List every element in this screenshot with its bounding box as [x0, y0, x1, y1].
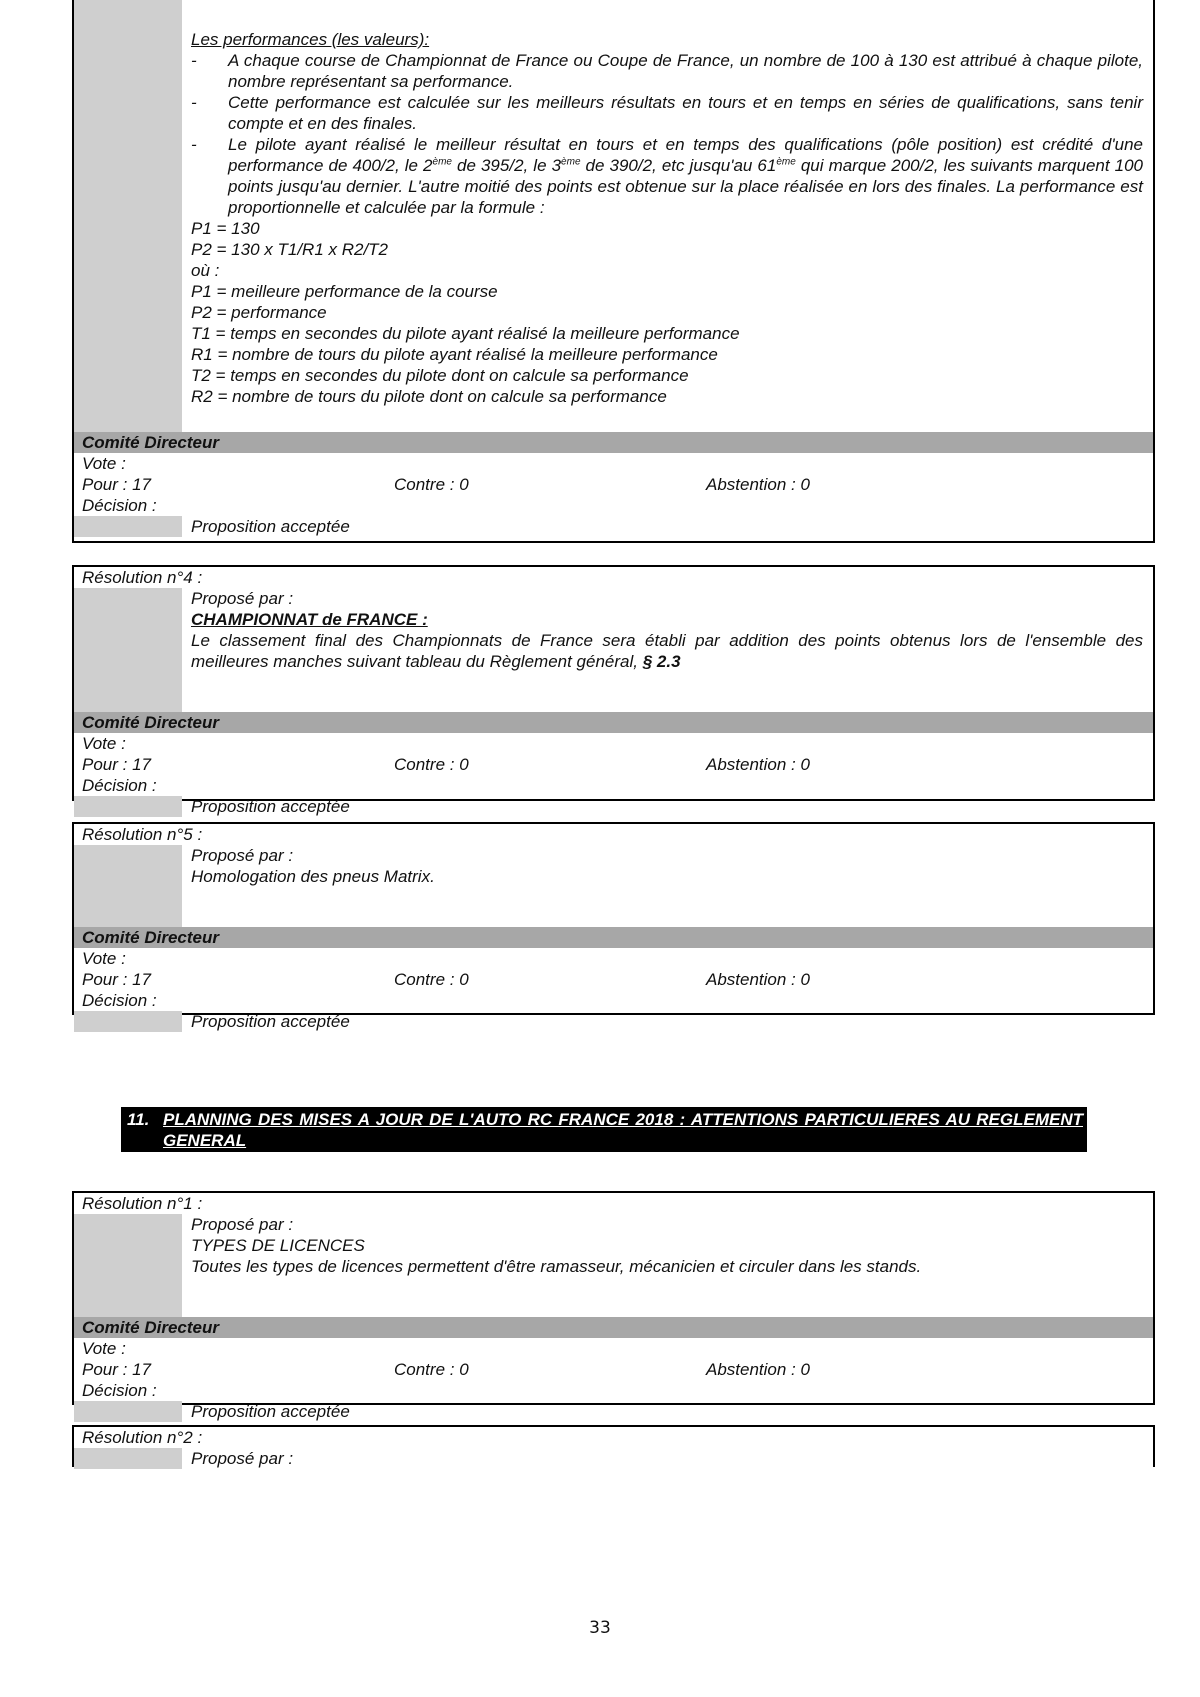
abstention-count: Abstention : 0	[706, 755, 810, 774]
gray-margin-cell	[74, 1011, 182, 1032]
section-title: PLANNING DES MISES A JOUR DE L'AUTO RC FRANCE 2018 : ATTENTIONS PARTICULIERES AU REGLEMENT GENERAL	[163, 1110, 1083, 1150]
decision-row	[74, 516, 1153, 537]
propose-par-label: Proposé par :	[191, 846, 294, 865]
decision-label: Décision :	[82, 1381, 157, 1400]
resolution-number: Résolution n°5 :	[82, 825, 203, 844]
comite-directeur-bar: Comité Directeur	[74, 712, 1153, 733]
pour-count: Pour : 17	[82, 1360, 151, 1379]
pour-count: Pour : 17	[82, 755, 151, 774]
propose-par-label: Proposé par :	[191, 589, 294, 608]
performance-title: Les performances (les valeurs):	[191, 30, 430, 49]
abstention-count: Abstention : 0	[706, 475, 810, 494]
gray-margin-cell	[74, 0, 182, 432]
comite-directeur-bar: Comité Directeur	[74, 432, 1153, 453]
resolution-number: Résolution n°2 :	[82, 1428, 203, 1447]
gray-margin-cell	[74, 588, 182, 712]
proposal-subject: TYPES DE LICENCES	[191, 1236, 365, 1255]
list-item: - Cette performance est calculée sur les meilleurs résultats en tours et en temps en séries de qualifications, sans tenir compte et en des finales.	[191, 93, 1143, 133]
resolution-1-box	[72, 1191, 1155, 1421]
gray-margin-cell	[74, 845, 182, 927]
decision-text: Proposition acceptée	[191, 1402, 350, 1421]
proposal-text: Le classement final des Championnats de France sera établi par addition des points obtenus lors de l'ensemble des meilleures manches suivant tableau du Règlement général, § 2.3	[191, 631, 1143, 671]
formula-line: P1 = meilleure performance de la course	[191, 282, 498, 301]
proposal-row	[74, 0, 1153, 432]
comite-directeur-bar: Comité Directeur	[74, 1317, 1153, 1338]
resolution-number: Résolution n°1 :	[82, 1194, 203, 1213]
resolution-5-box	[72, 822, 1155, 1031]
proposal-row	[74, 588, 1153, 712]
decision-label: Décision :	[82, 496, 157, 515]
resolution-number: Résolution n°4 :	[82, 568, 203, 587]
contre-count: Contre : 0	[394, 970, 469, 989]
section-heading	[121, 1107, 1087, 1152]
gray-margin-cell	[74, 516, 182, 537]
decision-label: Décision :	[82, 991, 157, 1010]
decision-text: Proposition acceptée	[191, 517, 350, 536]
decision-row	[74, 796, 1153, 817]
vote-results	[74, 474, 1153, 495]
formula-line: R2 = nombre de tours du pilote dont on calcule sa performance	[191, 387, 667, 406]
formula-line: T1 = temps en secondes du pilote ayant réalisé la meilleure performance	[191, 324, 740, 343]
proposal-content	[182, 0, 1153, 432]
proposal-content	[182, 845, 1153, 927]
formula-line: où :	[191, 261, 220, 280]
decision-row	[74, 1401, 1153, 1422]
propose-par-label: Proposé par :	[191, 1449, 294, 1468]
decision-text: Proposition acceptée	[191, 1012, 350, 1031]
pour-count: Pour : 17	[82, 970, 151, 989]
contre-count: Contre : 0	[394, 475, 469, 494]
pour-count: Pour : 17	[82, 475, 151, 494]
abstention-count: Abstention : 0	[706, 970, 810, 989]
resolution-4-box	[72, 565, 1155, 816]
list-item: - Le pilote ayant réalisé le meilleur résultat en tours et en temps des qualifications (pôle position) est crédité d'une performance de 400/2, le 2ème de 395/2, le 3ème de 390/2, etc jusqu'au 61ème qui marque 200/2, les suivants marquent 100 points jusqu'au dernier. L'autre moitié des points est obtenue sur la place réalisée en lors des finales. La performance est proportionnelle et calculée par la formule :	[191, 135, 1144, 217]
propose-par-label: Proposé par :	[191, 1215, 294, 1234]
resolution-2-box	[72, 1425, 1155, 1467]
performance-resolution-box	[72, 0, 1155, 543]
contre-count: Contre : 0	[394, 1360, 469, 1379]
decision-text: Proposition acceptée	[191, 797, 350, 816]
gray-margin-cell	[74, 796, 182, 817]
vote-results	[74, 754, 1153, 775]
vote-label: Vote :	[82, 454, 126, 473]
vote-results	[74, 969, 1153, 990]
abstention-count: Abstention : 0	[706, 1360, 810, 1379]
vote-results	[74, 1359, 1153, 1380]
proposal-content	[182, 1214, 1153, 1317]
proposal-row	[74, 1448, 1153, 1469]
formula-line: P1 = 130	[191, 219, 260, 238]
proposal-subject: CHAMPIONNAT de FRANCE :	[191, 610, 428, 629]
proposal-text: Homologation des pneus Matrix.	[191, 867, 435, 886]
vote-label: Vote :	[82, 734, 126, 753]
decision-row	[74, 1011, 1153, 1032]
formula-line: P2 = 130 x T1/R1 x R2/T2	[191, 240, 389, 259]
decision-label: Décision :	[82, 776, 157, 795]
section-number: 11.	[127, 1110, 150, 1129]
proposal-text: Toutes les types de licences permettent d'être ramasseur, mécanicien et circuler dans les stands.	[191, 1257, 922, 1276]
gray-margin-cell	[74, 1401, 182, 1422]
vote-label: Vote :	[82, 949, 126, 968]
formula-line: T2 = temps en secondes du pilote dont on calcule sa performance	[191, 366, 689, 385]
list-item: - A chaque course de Championnat de France ou Coupe de France, un nombre de 100 à 130 est attribué à chaque pilote, nombre représentant sa performance.	[191, 51, 1143, 91]
proposal-row	[74, 845, 1153, 927]
contre-count: Contre : 0	[394, 755, 469, 774]
proposal-row	[74, 1214, 1153, 1317]
vote-label: Vote :	[82, 1339, 126, 1358]
proposal-content	[182, 588, 1153, 712]
comite-directeur-bar: Comité Directeur	[74, 927, 1153, 948]
formula-line: R1 = nombre de tours du pilote ayant réalisé la meilleure performance	[191, 345, 718, 364]
gray-margin-cell	[74, 1214, 182, 1317]
formula-line: P2 = performance	[191, 303, 327, 322]
page-number: 33	[589, 1618, 611, 1638]
gray-margin-cell	[74, 1448, 182, 1469]
